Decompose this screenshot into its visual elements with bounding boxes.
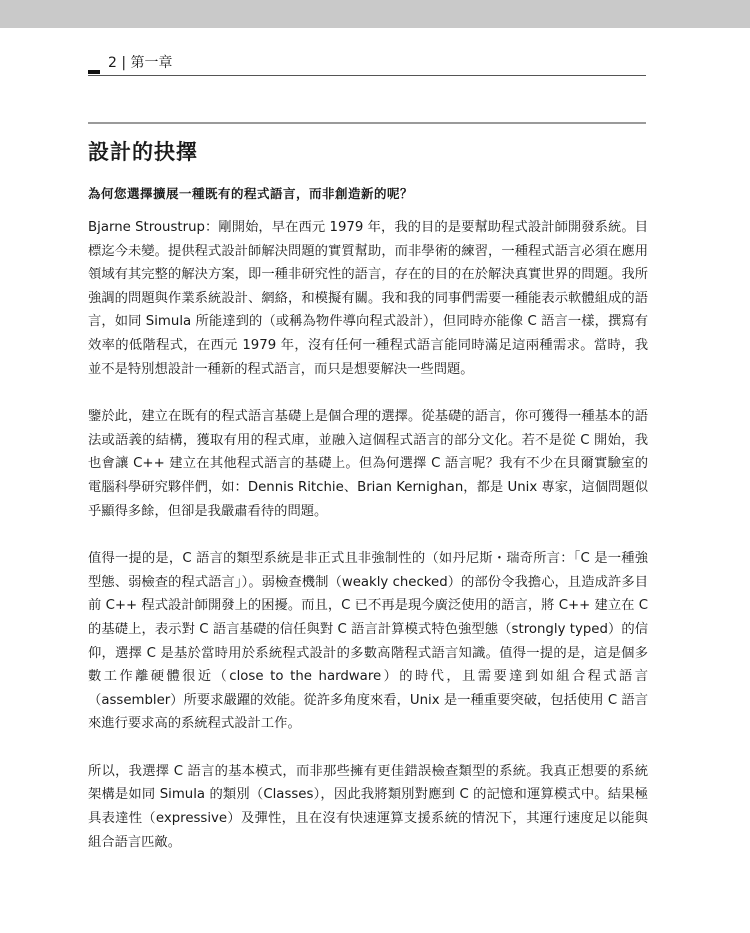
chapter-label: 第一章	[130, 55, 173, 71]
paragraph: 值得一提的是，C 語言的類型系統是非正式且非強制性的（如丹尼斯・瑞奇所言：「C 是一種強型態、弱檢查的程式語言」）。弱檢查機制（weakly checked）的部份令我擔心，且造成許多目前 C++ 程式設計師開發上的困擾。而且，C 已不再是現今廣泛使用的語言，將 C++ 建立在 C 的基礎上，表示對 C 語言基礎的信任與對 C 語言計算模式特色強型態（strongly typed）的信仰，選擇 C 是基於當時用於系統程式設計的多數高階程式語言知識。值得一提的是，這是個多數工作離硬體很近（close to the hardware）的時代，且需要達到如組合程式語言（assembler）所要求嚴躍的效能。從許多角度來看，Unix 是一種重要突破，包括使用 C 語言來進行要求高的系統程式設計工作。	[88, 551, 648, 732]
body-text	[88, 216, 648, 878]
paragraph: 鑒於此，建立在既有的程式語言基礎上是個合理的選擇。從基礎的語言，你可獲得一種基本的語法或語義的結構，獲取有用的程式庫，並融入這個程式語言的部分文化。若不是從 C 開始，我也會讓 C++ 建立在其他程式語言的基礎上。但為何選擇 C 語言呢？我有不少在貝爾實驗室的電腦科學研究夥伴們，如：Dennis Ritchie、Brian Kernighan，都是 Unix 專家，這個問題似乎顯得多餘，但卻是我嚴肅看待的問題。	[88, 409, 648, 519]
interview-question: 為何您選擇擴展一種既有的程式語言，而非創造新的呢？	[88, 186, 414, 201]
running-header	[88, 53, 646, 77]
section-rule	[88, 122, 646, 124]
paragraph: Bjarne Stroustrup：剛開始，早在西元 1979 年，我的目的是要幫助程式設計師開發系統。目標迄今未變。提供程式設計師解決問題的實質幫助，而非學術的練習，一種程式語言必須在應用領域有其完整的解決方案，即一種非研究性的語言，存在的目的在於解決真實世界的問題。我所強調的問題與作業系統設計、網絡，和模擬有關。我和我的同事們需要一種能表示軟體組成的語言，如同 Simula 所能達到的（或稱為物件導向程式設計），但同時亦能像 C 語言一樣，撰寫有效率的低階程式，在西元 1979 年，沒有任何一種程式語言能同時滿足這兩種需求。當時，我並不是特別想設計一種新的程式語言，而只是想要解決一些問題。	[88, 220, 648, 377]
top-bar	[0, 0, 750, 28]
section-title: 設計的抉擇	[88, 140, 198, 164]
page-number: 2	[108, 55, 117, 71]
running-header-text	[108, 53, 173, 73]
header-divider: |	[121, 55, 131, 71]
header-marker	[88, 70, 100, 74]
paragraph: 所以，我選擇 C 語言的基本模式，而非那些擁有更佳錯誤檢查類型的系統。我真正想要的系統架構是如同 Simula 的類別（Classes），因此我將類別對應到 C 的記憶和運算模式中。結果極具表達性（expressive）及彈性，且在沒有快速運算支援系統的情況下，其運行速度足以能與組合語言匹敵。	[88, 763, 648, 850]
header-rule	[88, 75, 646, 76]
